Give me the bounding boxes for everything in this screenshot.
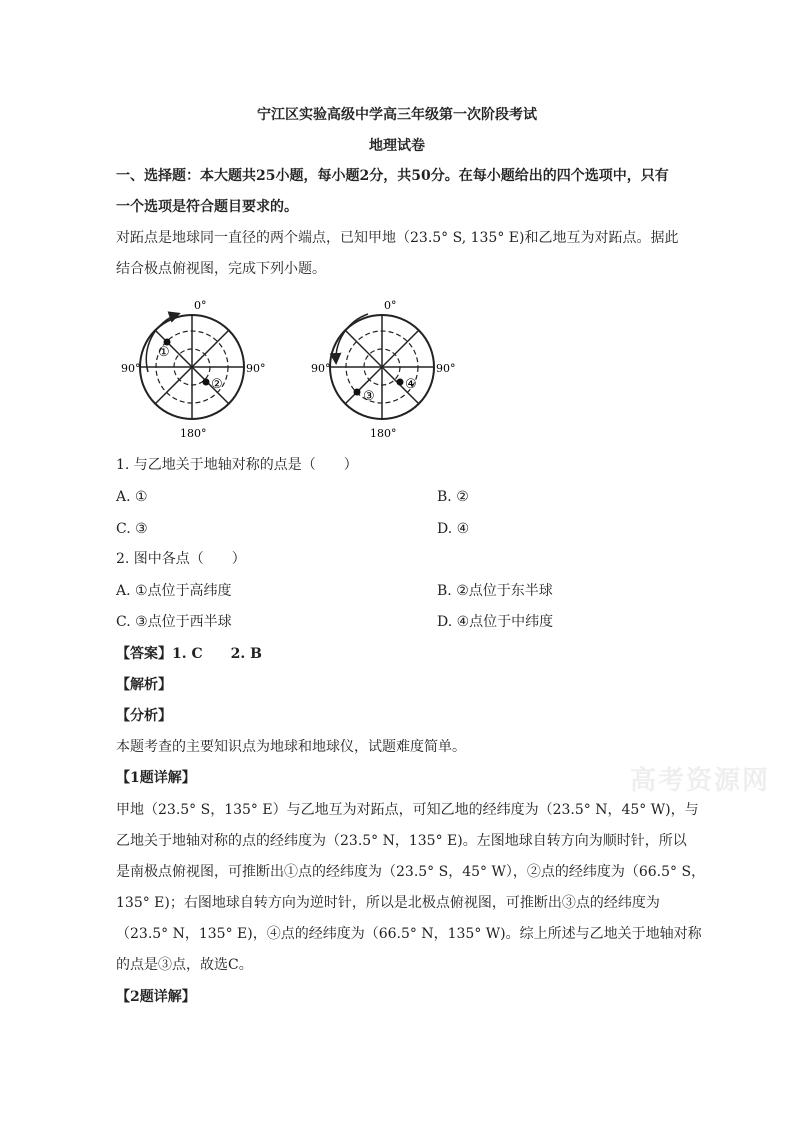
q1-option-a: A. ① [116,489,148,505]
right-label-left: 90° [311,362,331,375]
intro-line1: 对跖点是地球同一直径的两个端点，已知甲地（23.5° S, 135° E)和乙地互为对跖点。据此 [116,230,679,246]
detail1-line: 乙地关于地轴对称的点的经纬度为（23.5° N，135° E)。左图地球自转方向为顺时针，所以 [116,833,687,849]
fenxi-text: 本题考查的主要知识点为地球和地球仪，试题难度简单。 [116,739,466,755]
detail1-heading: 【1题详解】 [116,770,196,786]
left-label-bottom: 180° [180,427,207,440]
section-heading-line1: 一、选择题：本大题共25小题，每小题2分，共50分。在每小题给出的四个选项中，只有 [116,168,669,184]
right-label-bottom: 180° [370,427,397,440]
q2-option-c: C. ③点位于西半球 [116,614,232,630]
right-label-right: 90° [436,362,456,375]
fenxi-heading: 【分析】 [116,708,172,724]
q2-option-a: A. ①点位于高纬度 [116,583,232,599]
left-polar-diagram [121,299,266,440]
q1-option-b: B. ② [437,489,469,505]
watermark: 高考资源网 [630,766,771,796]
left-label-top: 0° [194,299,207,312]
q1-option-c: C. ③ [116,521,148,537]
right-label-top: 0° [384,299,397,312]
left-label-left: 90° [121,362,141,375]
answer-line: 【答案】1. C 2. B [116,646,262,662]
detail1-line: 的点是③点，故选C。 [116,957,253,973]
left-label-right: 90° [246,362,266,375]
q1-option-d: D. ④ [437,521,470,537]
exam-title: 宁江区实验高级中学高三年级第一次阶段考试 [257,107,537,123]
polar-view-figure [110,292,470,442]
q2-stem: 2. 图中各点（ ） [116,551,246,567]
detail1-line: 甲地（23.5° S，135° E）与乙地互为对跖点，可知乙地的经纬度为（23.5° N，45° W)，与 [116,802,699,818]
detail1-line: （23.5° N，135° E)，④点的经纬度为（66.5° N，135° W)。综上所述与乙地关于地轴对称 [116,926,702,942]
detail2-heading: 【2题详解】 [116,989,196,1005]
intro-line2: 结合极点俯视图，完成下列小题。 [116,261,326,277]
detail1-line: 135° E)；右图地球自转方向为逆时针，所以是北极点俯视图，可推断出③点的经纬度为 [116,895,660,911]
point-1-label: ① [158,345,170,360]
q2-option-b: B. ②点位于东半球 [437,583,553,599]
point-3-label: ③ [363,389,375,404]
exam-subtitle: 地理试卷 [369,138,425,154]
section-heading-line2: 一个选项是符合题目要求的。 [116,199,298,215]
right-polar-diagram [311,299,456,440]
point-4-label: ④ [405,377,417,392]
q2-option-d: D. ④点位于中纬度 [437,614,554,630]
point-2-label: ② [211,377,223,392]
detail1-line: 是南极点俯视图，可推断出①点的经纬度为（23.5° S，45° W），②点的经纬度为（66.5° S， [116,864,706,880]
q1-stem: 1. 与乙地关于地轴对称的点是（ ） [116,457,358,473]
analysis-heading: 【解析】 [116,677,172,693]
